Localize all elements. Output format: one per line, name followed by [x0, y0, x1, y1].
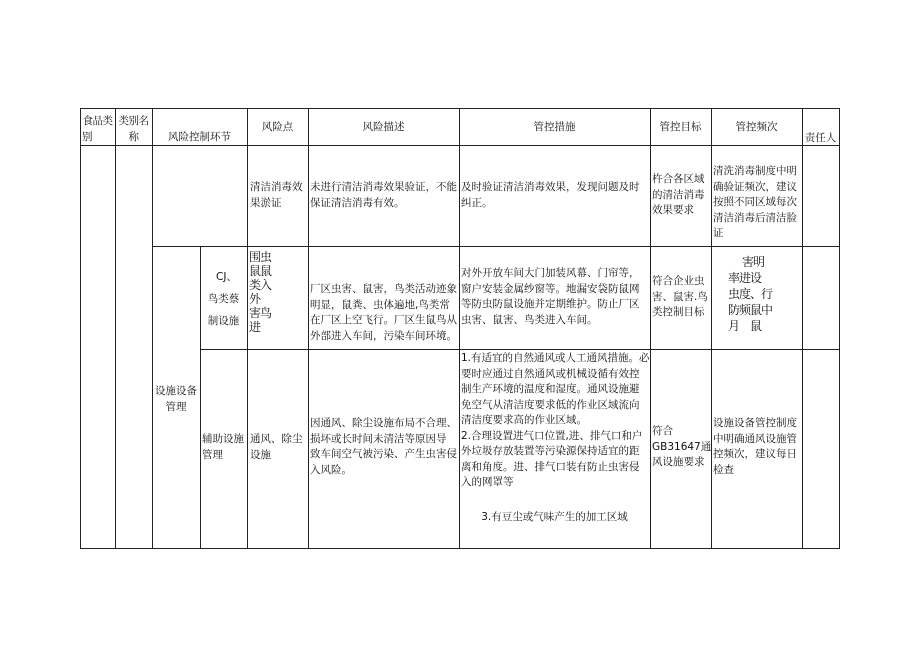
row3-risk-description-line: 因通风、除尘设施布局不合理、 — [310, 417, 457, 429]
row3-risk-description — [310, 416, 457, 478]
row3-control-measures-line: 要时应通过自然通风或机械设循有效控 — [461, 367, 640, 380]
row3-risk-point — [250, 432, 303, 463]
row1-control-frequency-line: 证 — [713, 227, 724, 239]
row2-control-frequency-line: 虫度、行 — [728, 287, 773, 301]
row1-risk-description-line: 未进行清洁消毒效果验证，不能 — [310, 181, 457, 193]
row1-control-target-line: 效果要求 — [652, 204, 694, 216]
col-line-0 — [80, 108, 81, 548]
row2-control-measures-line: 等防虫防鼠设施并定期维护。防止厂区 — [461, 298, 640, 310]
header-category-name-line: 类别名 — [118, 115, 149, 127]
row2-control-frequency-line: 月 鼠 — [728, 319, 762, 333]
row2-risk-description — [310, 282, 457, 344]
row3-risk-point-line: 通风、除尘 — [250, 433, 303, 445]
row1-risk-description-line: 保证清洁消毒有效。 — [310, 196, 405, 209]
group-label-line: 设施设备 — [155, 385, 197, 397]
col-line-7 — [711, 108, 712, 548]
row1-control-frequency-line: 清洁消毒后清洁脸 — [713, 211, 797, 224]
row3-control-measures-line: 入的网罩等 — [461, 476, 514, 488]
col-line-4 — [308, 108, 309, 548]
row2-sub-stage-line: 鸟类蔡 — [207, 293, 240, 305]
group-label — [152, 384, 200, 415]
row1-control-measures — [461, 180, 640, 211]
row2-control-measures-line: 窗户安装金属纱窗等。地漏安袋防鼠网 — [461, 282, 640, 295]
row3-control-frequency — [713, 416, 797, 478]
row1-control-frequency — [713, 164, 797, 242]
row2-control-target-line: 类控制目标 — [652, 306, 705, 318]
col-line-8 — [802, 108, 803, 548]
row1-risk-point — [250, 180, 303, 211]
row3-control-target-line: 符合 — [652, 425, 673, 437]
row2-risk-description-line: 明显，鼠粪、虫体遍地,鸟类常 — [310, 298, 450, 311]
row3-control-frequency-line: 控频次，建议每日 — [713, 448, 797, 460]
header-risk-description: 风险描述 — [362, 121, 405, 133]
row2-control-measures — [461, 266, 640, 328]
row2-control-measures-line: 虫害、鼠害、鸟类进入车间。 — [461, 313, 598, 326]
header-food-category-line: 食品类 — [82, 115, 113, 127]
row2-control-target-line: 符合企业虫 — [652, 275, 705, 287]
row1-control-target-line: 杵合各区域 — [652, 173, 705, 185]
row2-control-target — [652, 274, 708, 321]
col-line-3 — [247, 108, 248, 548]
row3-risk-point-line: 设施 — [250, 448, 271, 461]
row1-control-frequency-line: 清洗消毒制度中明 — [713, 165, 797, 177]
row2-control-measures-line: 对外开放车间大门加装风幕、门帘等， — [461, 267, 640, 279]
row3-control-target-line: GB31647通 — [652, 440, 712, 453]
row3-control-measures-line: 2.合理设置进气口位置,进、排气口和户 — [461, 429, 643, 442]
row2-sub-stage — [200, 266, 247, 332]
row3-risk-description-line: 入风险。 — [310, 463, 352, 476]
row3-control-measures-line: 离和角度。进、排气口装有防止虫害侵 — [461, 460, 640, 473]
row2-risk-point-line: 围虫 — [249, 250, 272, 264]
row3-risk-description-line: 致车间空气被污染、产生虫害侵 — [310, 448, 457, 460]
row-line-bottom — [80, 548, 840, 549]
row2-risk-description-line: 厂区虫害、鼠害，鸟类活动迹象 — [310, 283, 457, 295]
row1-risk-point-line: 果淤证 — [250, 196, 282, 209]
row-line-top — [80, 108, 840, 109]
row2-risk-description-line: 外部进入车间，污染车间环境。 — [310, 329, 457, 342]
row3-risk-description-line: 损坏或长时间未清洁等原因导 — [310, 432, 447, 445]
row2-sub-stage-line: 制设施 — [207, 315, 240, 327]
row3-control-measures-extra: 3.有豆尘或气味产生的加工区域 — [481, 511, 628, 523]
col-line-9 — [839, 108, 840, 548]
header-risk-control-stage: 风险控制环节 — [168, 131, 231, 143]
row2-control-frequency-line: 率进设 — [728, 271, 762, 285]
row2-risk-point — [249, 250, 271, 334]
row1-risk-description — [310, 180, 457, 211]
row1-control-measures-line: 及时验证清洁消毒效果，发现问题及时 — [461, 181, 640, 193]
header-responsible-person: 责任人 — [804, 132, 837, 144]
header-category-name-line: 称 — [128, 130, 139, 143]
row-line-1 — [152, 246, 840, 247]
header-food-category — [80, 114, 115, 145]
row3-sub-stage — [202, 432, 244, 463]
row1-control-frequency-line: 按照不同区域每次 — [713, 196, 797, 208]
header-control-target: 管控目标 — [659, 121, 702, 133]
group-label-line: 管理 — [165, 400, 187, 413]
row2-risk-point-line: 类入 — [249, 278, 272, 292]
row3-control-frequency-line: 中明确通风设施管 — [713, 432, 797, 445]
col-line-1 — [115, 108, 116, 548]
row3-control-target-line: 风设施要求 — [652, 456, 705, 468]
header-risk-point: 风险点 — [261, 121, 294, 133]
row2-control-frequency — [728, 254, 772, 334]
row1-control-target — [652, 172, 705, 219]
row1-control-measures-line: 纠正。 — [461, 196, 493, 209]
row3-control-measures-line: 免空气从清洁度要求低的作业区域流向 — [461, 398, 640, 411]
row3-control-measures — [461, 351, 650, 491]
header-control-measures: 管控措施 — [533, 121, 576, 133]
row3-control-frequency-line: 设施设备管控制度 — [713, 417, 797, 429]
row2-risk-point-line: 鼠鼠 — [249, 264, 272, 278]
row3-control-measures-line: 外垃圾存放装置等污染源保持适宜的距 — [461, 445, 640, 457]
col-line-6 — [650, 108, 651, 548]
row2-risk-point-line: 害鸟 — [249, 306, 272, 320]
row-line-2 — [200, 349, 840, 350]
row3-sub-stage-line: 辅助设施 — [202, 433, 244, 445]
row1-control-frequency-line: 确验证频次，建议 — [713, 180, 797, 193]
row2-control-frequency-line: 防频鼠中 — [728, 303, 773, 317]
header-food-category-line: 别 — [82, 130, 92, 143]
col-line-2 — [152, 108, 153, 548]
row2-risk-point-line: 进 — [249, 320, 261, 334]
row3-control-target — [652, 424, 711, 471]
row3-control-measures-line: 清洁度要求高的作业区域。 — [461, 414, 587, 426]
row3-control-measures-line: 1.有适宜的自然通风或人工通风措施。必 — [461, 352, 650, 364]
row2-control-frequency-line: 害明 — [742, 255, 765, 269]
row2-risk-description-line: 在厂区上空飞行。厂区生鼠鸟从 — [310, 314, 457, 326]
header-control-frequency: 管控频次 — [735, 121, 778, 133]
row3-sub-stage-line: 管理 — [202, 448, 223, 461]
row3-control-measures-line: 制生产环境的温度和湿度。通风设施避 — [461, 383, 640, 395]
row3-control-frequency-line: 检查 — [713, 463, 734, 476]
row1-risk-point-line: 清洁消毒效 — [250, 181, 303, 193]
row1-control-target-line: 的清洁消毒 — [652, 188, 705, 201]
col-line-5 — [459, 108, 460, 548]
row2-control-target-line: 害、鼠害.鸟 — [652, 290, 708, 303]
row2-risk-point-line: 外 — [249, 292, 261, 306]
row2-sub-stage-line: CJ、 — [216, 271, 237, 283]
header-category-name — [115, 114, 152, 145]
